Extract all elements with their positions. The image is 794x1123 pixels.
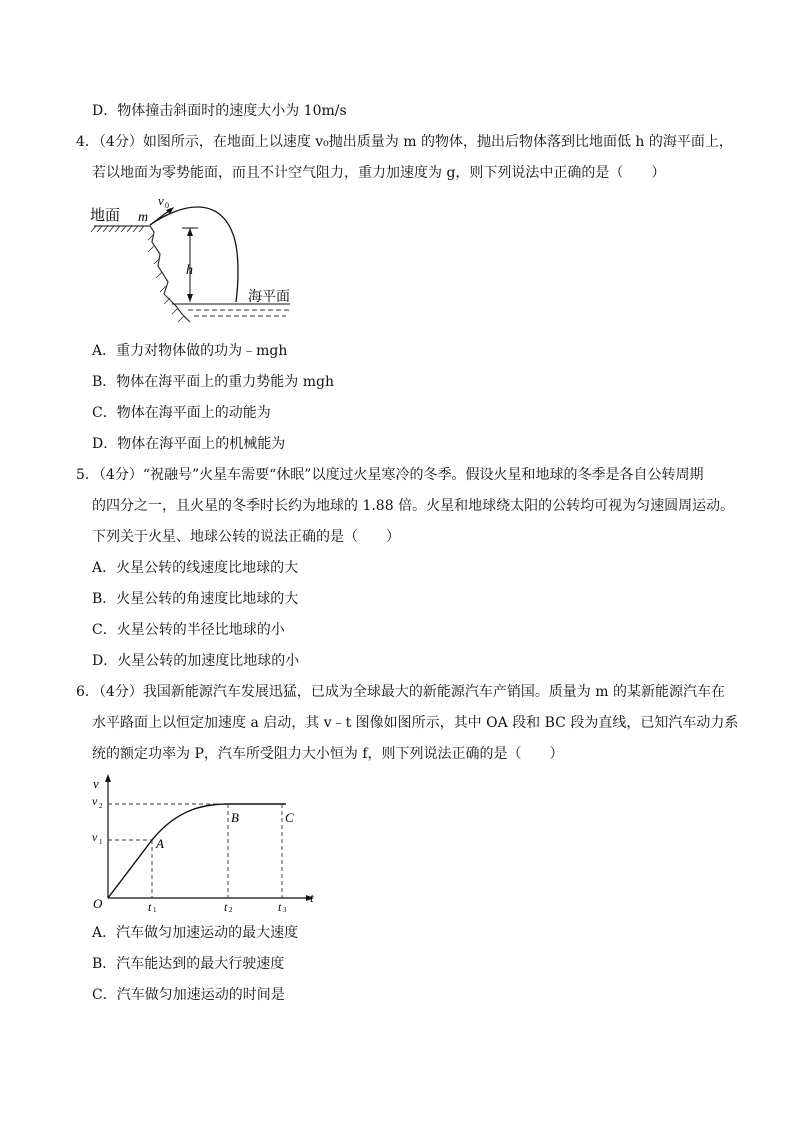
q4-stem-line1: 4．（4分）如图所示，在地面上以速度 v₀抛出质量为 m 的物体，抛出后物体落到比地面低 h 的海平面上， — [76, 134, 733, 150]
q6-vt-graph — [88, 772, 328, 912]
v2-label: v — [92, 794, 98, 808]
sea-level-label: 海平面 — [248, 290, 290, 305]
q3-option-d: D．物体撞击斜面时的速度大小为 10m/s — [92, 103, 347, 119]
q6-stem-line2: 水平路面上以恒定加速度 a 启动，其 v﹣t 图像如图所示，其中 OA 段和 BC 段为直线，已知汽车动力系 — [92, 715, 739, 731]
q6-option-c: C．汽车做匀加速运动的时间是 — [92, 987, 285, 1003]
t3-subscript: 3 — [283, 906, 287, 912]
t-axis-label: t — [310, 890, 314, 905]
point-a-label: A — [156, 836, 164, 851]
point-b-label: B — [231, 810, 239, 825]
t2-subscript: 2 — [229, 906, 233, 912]
q5-stem-line1: 5．（4分）“祝融号”火星车需要“休眠”以度过火星寒冷的冬季。假设火星和地球的冬季是各自公转周期 — [76, 467, 704, 483]
t1-label: t — [148, 900, 152, 912]
q4-option-d: D．物体在海平面上的机械能为 — [92, 436, 286, 452]
q5-option-c: C．火星公转的半径比地球的小 — [92, 622, 285, 638]
v0-subscript: 0 — [165, 201, 169, 210]
t2-label: t — [224, 900, 228, 912]
q6-option-b: B．汽车能达到的最大行驶速度 — [92, 956, 285, 972]
q5-stem-line3: 下列关于火星、地球公转的说法正确的是（ ） — [92, 529, 400, 545]
ground-label: 地面 — [90, 208, 121, 224]
point-c-label: C — [285, 810, 294, 825]
height-label: h — [186, 263, 193, 278]
q4-cliff-figure — [90, 192, 310, 327]
q5-option-a: A．火星公转的线速度比地球的大 — [92, 560, 299, 576]
q5-stem-line2: 的四分之一，且火星的冬季时长约为地球的 1.88 倍。火星和地球绕太阳的公转均可视为匀速圆周运动。 — [92, 498, 735, 514]
mass-label: m — [138, 210, 149, 225]
q5-option-b: B．火星公转的角速度比地球的大 — [92, 591, 299, 607]
v-axis-label: v — [93, 776, 99, 791]
q4-option-b: B．物体在海平面上的重力势能为 mgh — [92, 374, 334, 390]
q4-option-a: A．重力对物体做的功为﹣mgh — [92, 343, 288, 359]
q6-stem-line3: 统的额定功率为 P，汽车所受阻力大小恒为 f，则下列说法正确的是（ ） — [92, 746, 564, 762]
q5-option-d: D．火星公转的加速度比地球的小 — [92, 653, 300, 669]
v1-subscript: 1 — [99, 838, 103, 846]
q4-stem-line2: 若以地面为零势能面，而且不计空气阻力，重力加速度为 g，则下列说法中正确的是（ ） — [92, 165, 666, 181]
t1-subscript: 1 — [153, 906, 157, 912]
v0-label: v — [158, 193, 164, 208]
v1-label: v — [92, 830, 98, 844]
q6-option-a: A．汽车做匀加速运动的最大速度 — [92, 925, 299, 941]
v2-subscript: 2 — [99, 802, 103, 810]
q4-option-c: C．物体在海平面上的动能为 — [92, 405, 271, 421]
origin-label: O — [93, 896, 103, 911]
q6-stem-line1: 6．（4分）我国新能源汽车发展迅猛，已成为全球最大的新能源汽车产销国。质量为 m 的某新能源汽车在 — [76, 684, 725, 700]
t3-label: t — [278, 900, 282, 912]
